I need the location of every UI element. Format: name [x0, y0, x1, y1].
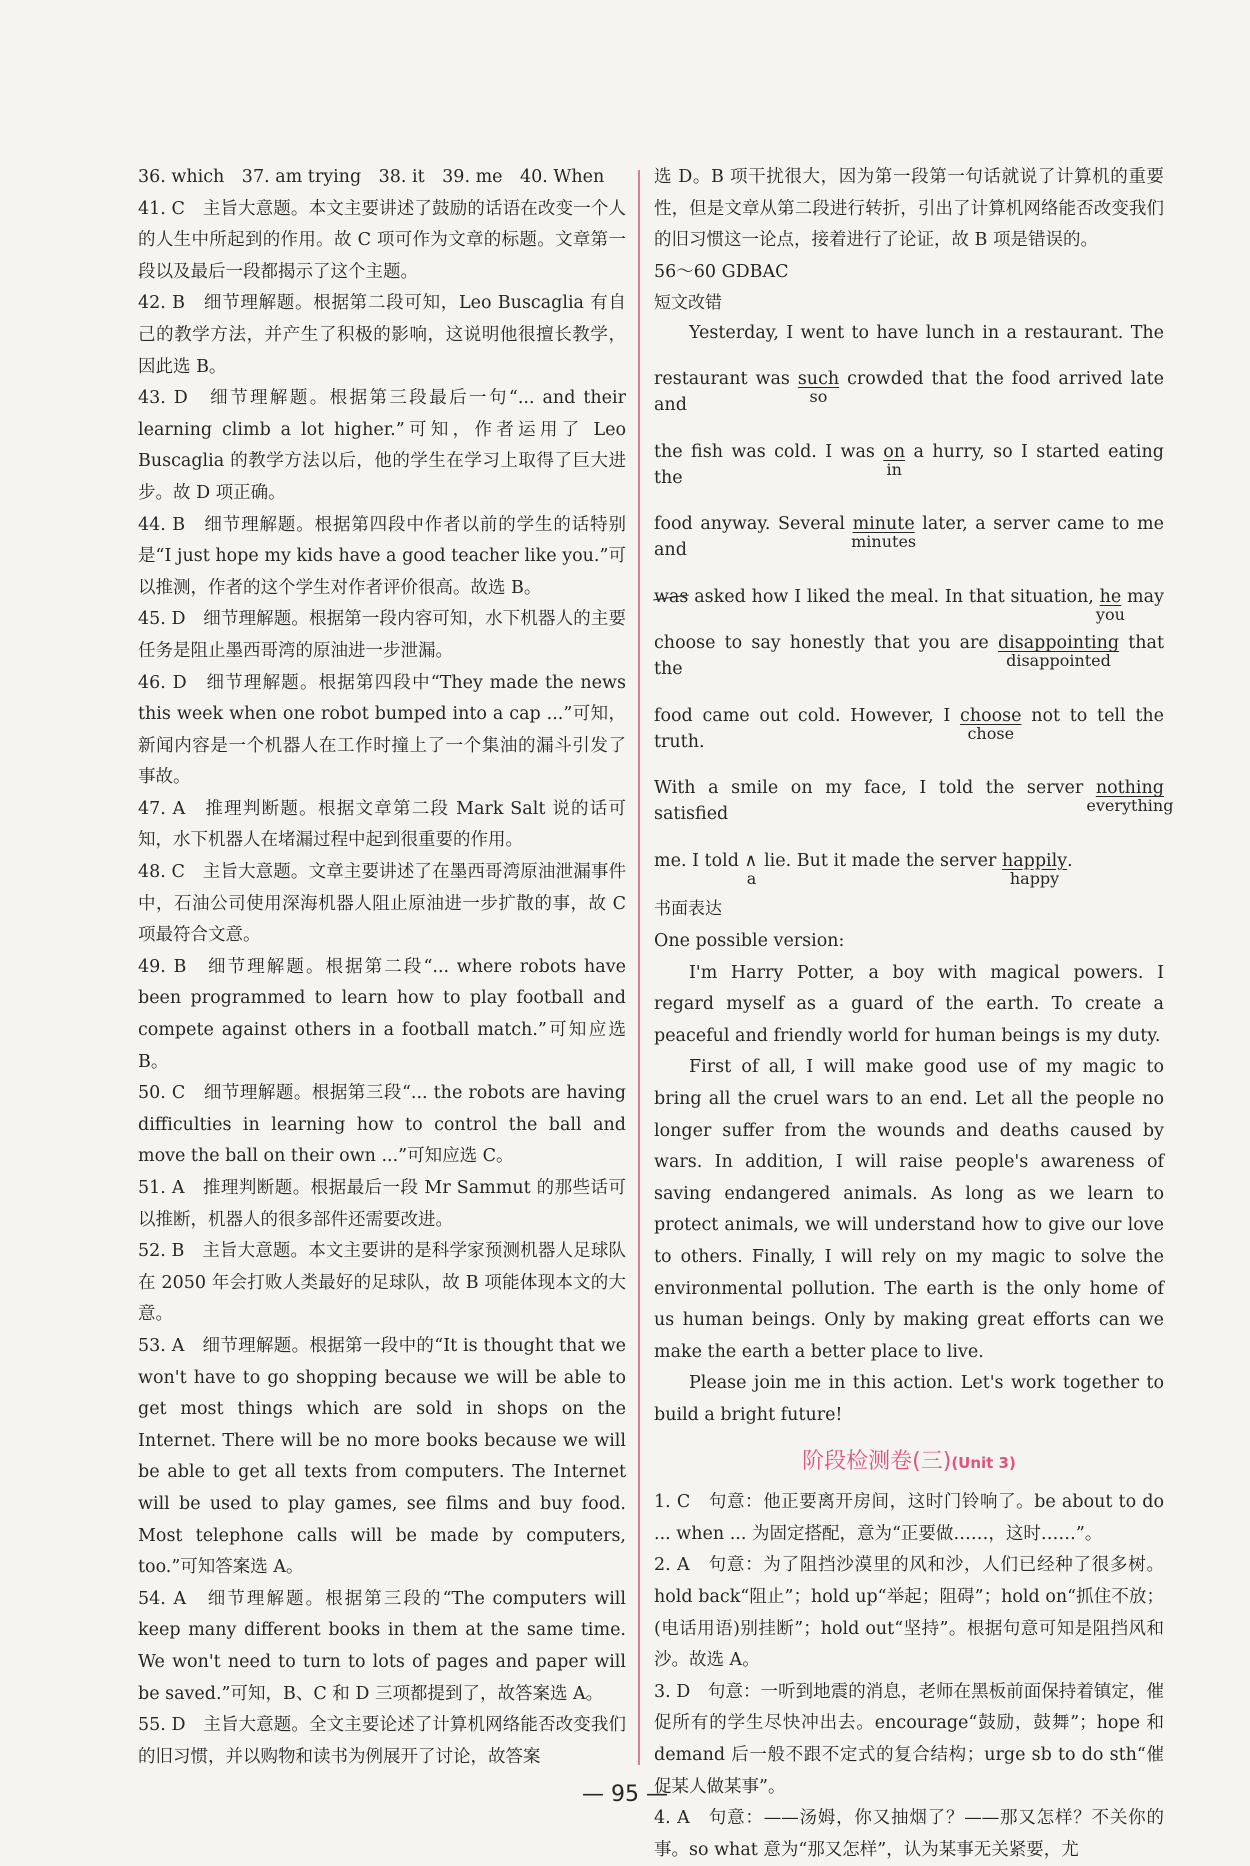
answer-41: 41. C 主旨大意题。本文主要讲述了鼓励的话语在改变一个人的人生中所起到的作用。故 C 项可作为文章的标题。文章第一段以及最后一段都揭示了这个主题。 [138, 198, 626, 282]
correction-word: everything [1086, 796, 1174, 816]
answer-46: 46. D 细节理解题。根据第四段中“They made the news this week when one robot bumped into a cap ...”可知，新闻内容是一个机器人在工作时撞上了一个集油的漏斗引发了事故。 [138, 672, 626, 788]
answer-53: 53. A 细节理解题。根据第一段中的“It is thought that we won't have to go shopping because we will be able to get most things which are sold in shops on the Internet. There will be no more books because we will be able to get all texts from computers. The Internet will be used to play games, see films and buy food. Most telephone calls will be made by computers, too.”可知答案选 A。 [138, 1335, 626, 1578]
error-word: happily happy [1002, 848, 1067, 874]
stage-answer-2: 2. A 句意：为了阻挡沙漠里的风和沙，人们已经种了很多树。hold back“阻止”；hold up“举起；阻碍”；hold on“抓住不放；(电话用语)别挂断”；hold out“坚持”。根据句意可知是阻挡风和沙。故选 A。 [654, 1555, 1164, 1671]
column-divider [638, 170, 640, 1765]
correction-line-3: the fish was cold. I was on in a hurry, so I started eating the [654, 439, 1164, 491]
error-word: choose chose [960, 703, 1021, 729]
answer-47: 47. A 推理判断题。根据文章第二段 Mark Salt 说的话可知，水下机器人在堵漏过程中起到很重要的作用。 [138, 798, 626, 851]
answers-56-60: 56～60 GDBAC [654, 261, 789, 282]
answer-48: 48. C 主旨大意题。文章主要讲述了在墨西哥湾原油泄漏事件中，石油公司使用深海机器人阻止原油进一步扩散的事，故 C 项最符合文意。 [138, 862, 626, 946]
answer-51: 51. A 推理判断题。根据最后一段 Mr Sammut 的那些话可以推断，机器人的很多部件还需要改进。 [138, 1178, 626, 1230]
error-word: he you [1100, 584, 1122, 610]
correction-word: disappointed [1006, 651, 1111, 671]
stage-answer-3: 3. D 句意：一听到地震的消息，老师在黑板前面保持着镇定，催促所有的学生尽快冲出去。encourage“鼓励，鼓舞”；hope 和 demand 后一般不跟不定式的复合结构；urge sb to do sth“催促某人做某事”。 [654, 1681, 1164, 1797]
writing-paragraph-2: First of all, I will make good use of my magic to bring all the cruel wars to an end. Let all the people no longer suffer from the wounds and deaths caused by wars. In addition, I will raise people's awareness of saving endangered animals. As long as we learn to protect animals, we will understand how to give our love to others. Finally, I will rely on my magic to solve the environmental pollution. The earth is the only home of us human beings. Only by making great efforts can we make the earth a better place to live. [654, 1057, 1164, 1362]
correction-word: chose [967, 723, 1015, 743]
answer-54: 54. A 细节理解题。根据第三段的“The computers will keep many different books in them at the same time. We won't need to turn to lots of pages and paper will be saved.”可知，B、C 和 D 三项都提到了，故答案选 A。 [138, 1588, 626, 1704]
correction-line-6: choose to say honestly that you are disappointing disappointed that the [654, 630, 1164, 682]
correction-title: 短文改错 [654, 293, 722, 314]
correction-word: happy [1009, 868, 1060, 888]
insert-mark: ∧ a [745, 848, 759, 874]
error-word: nothing everything [1096, 775, 1164, 801]
inserted-word: a [746, 868, 757, 888]
correction-word: in [886, 459, 902, 479]
answer-42: 42. B 细节理解题。根据第二段可知，Leo Buscaglia 有自己的教学方法，并产生了积极的影响，这说明他很擅长教学，因此选 B。 [138, 293, 626, 377]
correction-word: you [1095, 604, 1125, 624]
error-word: disappointing disappointed [998, 630, 1119, 656]
writing-intro: One possible version: [654, 931, 845, 952]
answer-52: 52. B 主旨大意题。本文主要讲的是科学家预测机器人足球队在 2050 年会打败人类最好的足球队，故 B 项能体现本文的大意。 [138, 1241, 626, 1325]
error-word: on in [883, 439, 905, 465]
answer-43: 43. D 细节理解题。根据第三段最后一句“... and their learning climb a lot higher.”可知，作者运用了 Leo Buscaglia 的教学方法以后，他的学生在学习上取得了巨大进步。故 D 项正确。 [138, 388, 626, 503]
answer-50: 50. C 细节理解题。根据第三段“... the robots are having difficulties in learning how to control the ball and move the ball on their own ...”可知应选 C。 [138, 1083, 626, 1167]
right-column [654, 162, 1174, 1866]
correction-word: so [809, 387, 828, 407]
answer-55-continued: 选 D。B 项干扰很大，因为第一段第一句话就说了计算机的重要性，但是文章从第二段进行转折，引出了计算机网络能否改变我们的旧习惯这一论点，接着进行了论证，故 B 项是错误的。 [654, 167, 1164, 251]
stage-unit: (Unit 3) [951, 1453, 1016, 1472]
writing-paragraph-1: I'm Harry Potter, a boy with magical powers. I regard myself as a guard of the earth. To create a peaceful and friendly world for human beings is my duty. [654, 962, 1164, 1046]
deleted-word: was [654, 584, 688, 610]
page-number: — 95 — [582, 1782, 668, 1807]
writing-title: 书面表达 [654, 899, 722, 920]
stage-answer-4: 4. A 句意：——汤姆，你又抽烟了？——那又怎样？不关你的事。so what 意为“那又怎样”，认为某事无关紧要，尤 [654, 1808, 1164, 1860]
answer-55: 55. D 主旨大意题。全文主要论述了计算机网络能否改变我们的旧习惯，并以购物和读书为例展开了讨论，故答案 [138, 1715, 626, 1767]
correction-line-1: Yesterday, I went to have lunch in a restaurant. The [689, 322, 1164, 343]
correction-line-2: restaurant was such so crowded that the food arrived late and [654, 366, 1164, 418]
correction-line-5: was asked how I liked the meal. In that situation, he you may [654, 584, 1164, 610]
correction-line-9: me. I told ∧ a lie. But it made the server happily happy . [654, 848, 1164, 874]
correction-line-4: food anyway. Several minute minutes later, a server came to me and [654, 511, 1164, 563]
error-correction-passage [654, 320, 1174, 888]
stage-test-title: 阶段检测卷(三)(Unit 3) [802, 1448, 1016, 1474]
correction-line-7: food came out cold. However, I choose chose not to tell the truth. [654, 703, 1164, 755]
answer-44: 44. B 细节理解题。根据第四段中作者以前的学生的话特别是“I just hope my kids have a good teacher like you.”可以推测，作者的这个学生对作者评价很高。故选 B。 [138, 514, 626, 598]
answer-49: 49. B 细节理解题。根据第二段“... where robots have been programmed to learn how to play football and compete against others in a football match.”可知应选 B。 [138, 956, 626, 1072]
writing-paragraph-3: Please join me in this action. Let's work together to build a bright future! [654, 1373, 1164, 1425]
error-word: minute minutes [853, 511, 915, 537]
error-word: such so [798, 366, 839, 392]
stage-answer-1: 1. C 句意：他正要离开房间，这时门铃响了。be about to do ... when ... 为固定搭配，意为“正要做……，这时……”。 [654, 1492, 1164, 1544]
correction-line-8: With a smile on my face, I told the server nothing everything satisfied [654, 775, 1164, 827]
answer-45: 45. D 细节理解题。根据第一段内容可知，水下机器人的主要任务是阻止墨西哥湾的原油进一步泄漏。 [138, 609, 626, 661]
fill-answers-36-40: 36. which 37. am trying 38. it 39. me 40. When [138, 167, 605, 187]
correction-word: minutes [851, 532, 917, 552]
left-column [138, 162, 626, 1773]
